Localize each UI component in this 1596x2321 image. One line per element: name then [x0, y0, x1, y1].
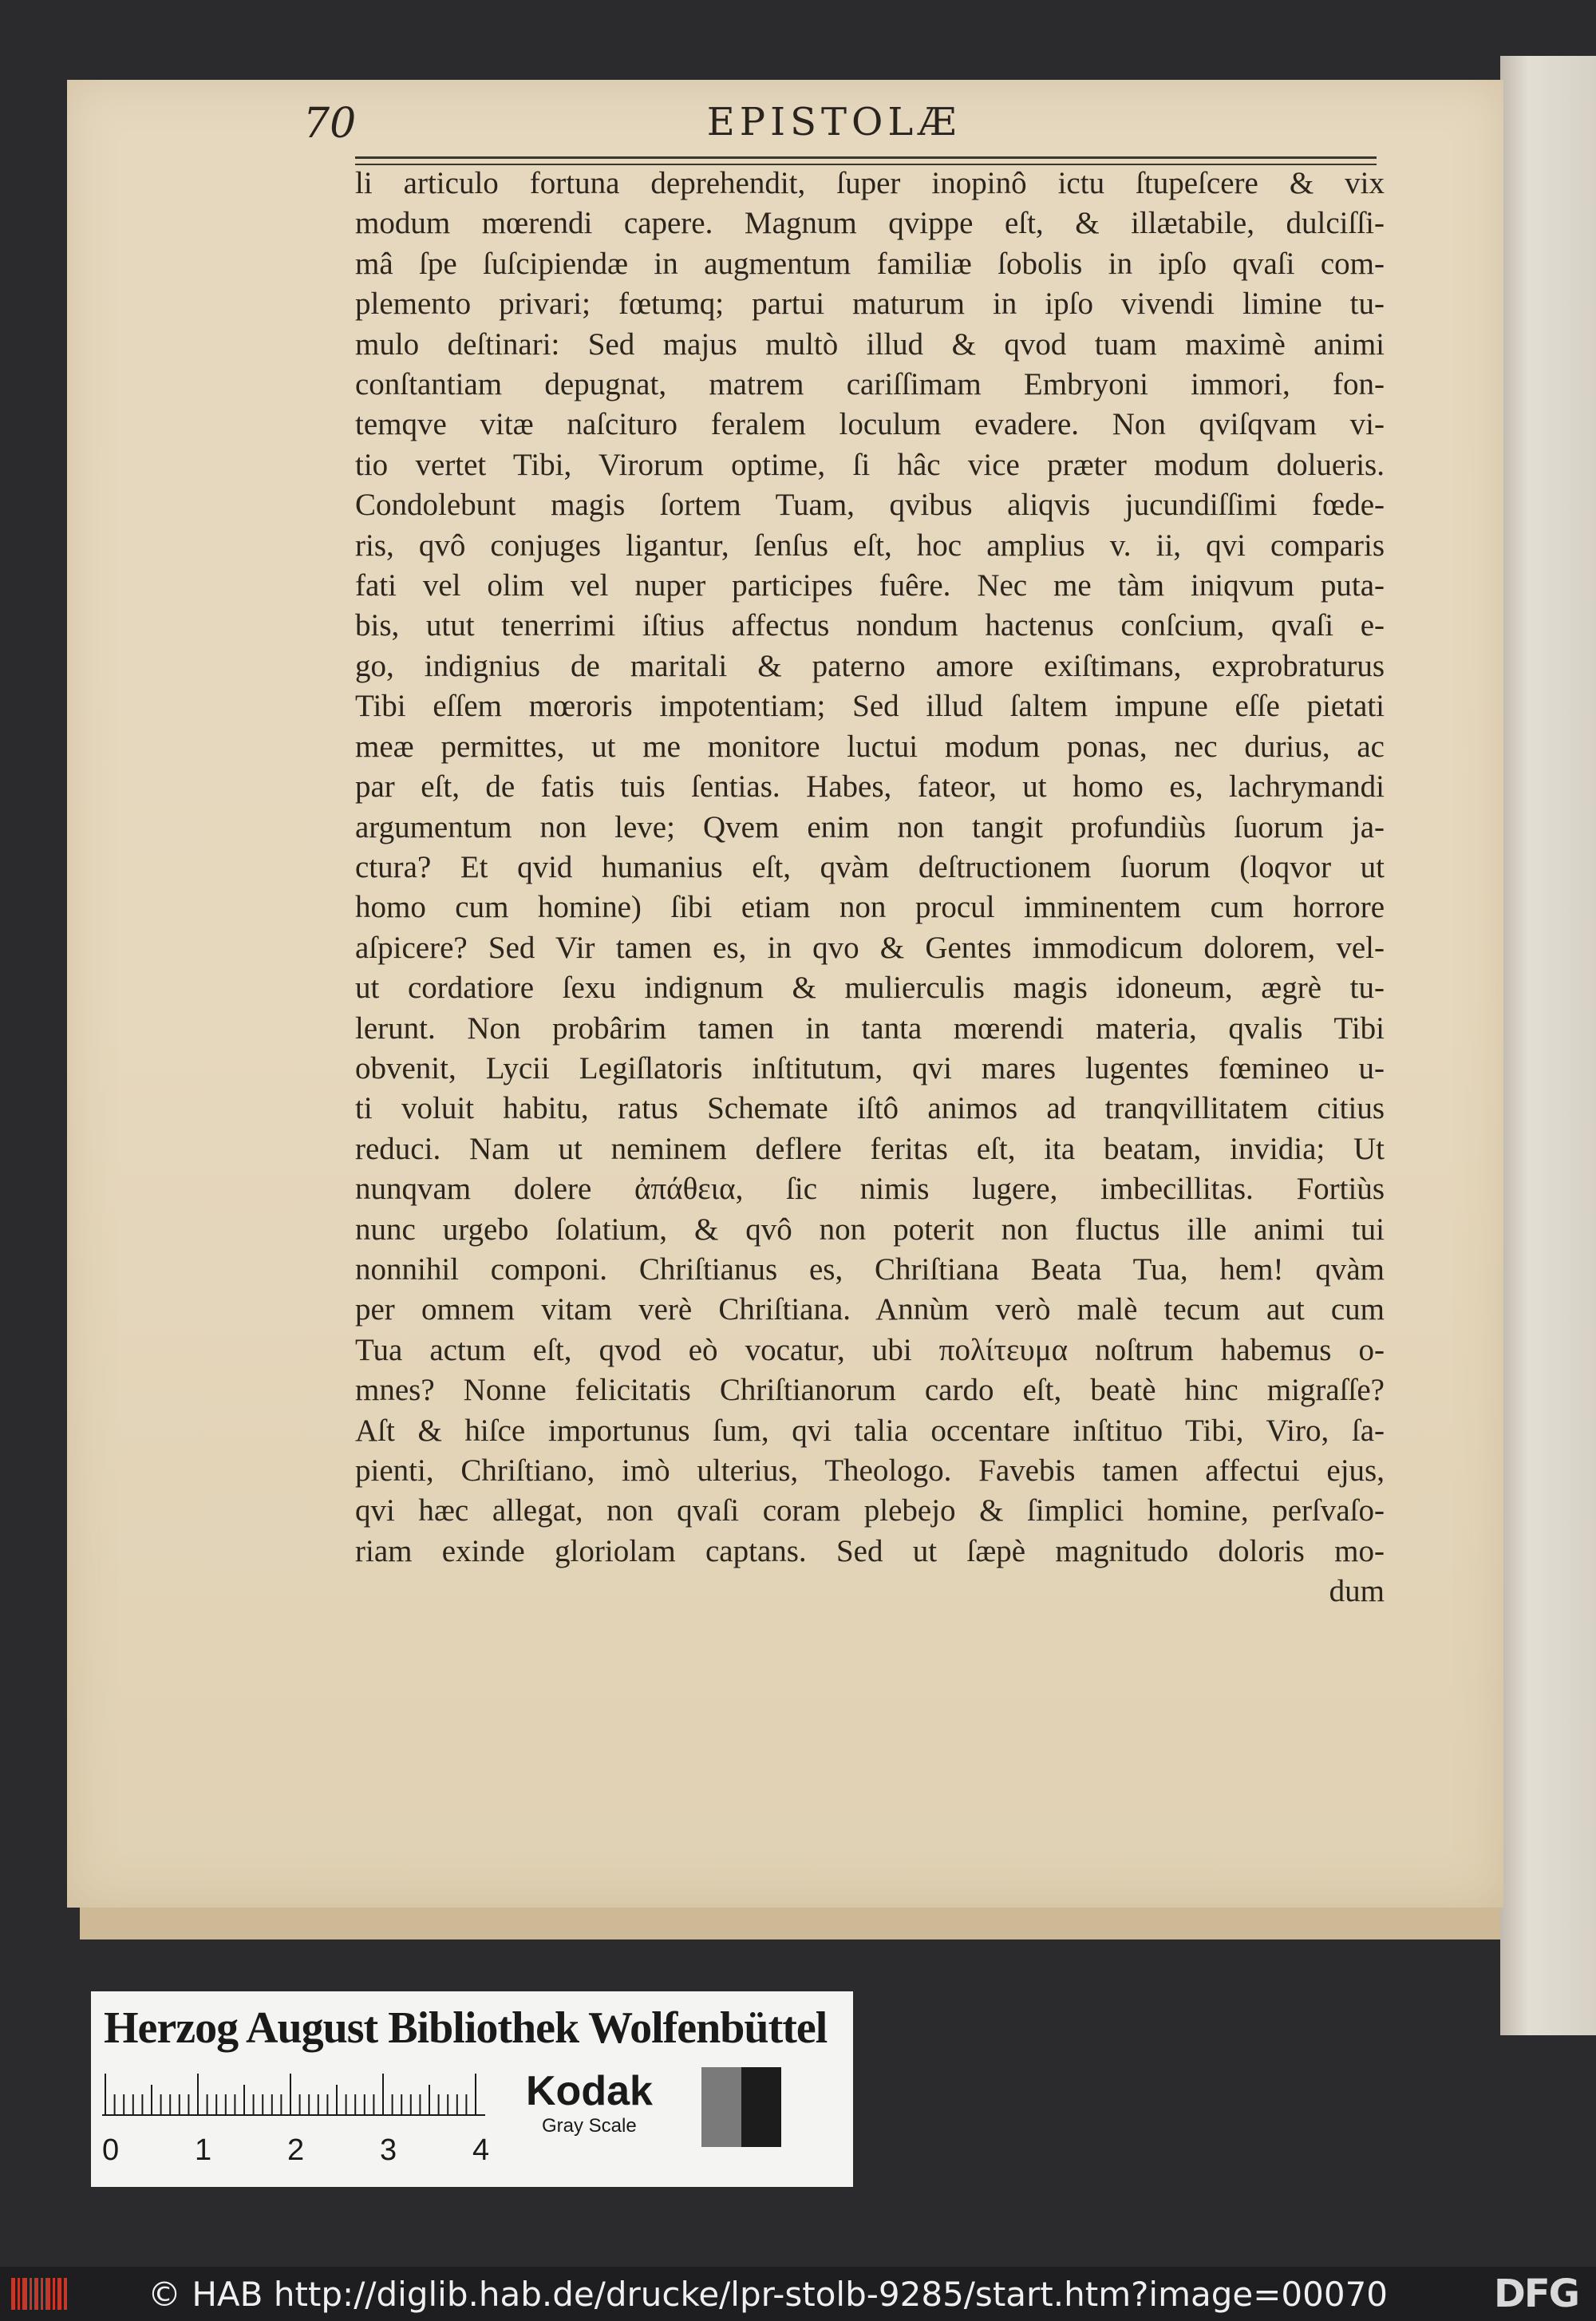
- ruler-number: 3: [380, 2133, 397, 2167]
- text-line: obvenit, Lycii Legiſlatoris inſtitutum, qvi mares lugentes fœmineo u-: [355, 1050, 1385, 1085]
- text-line: bis, utut tenerrimi iſtius affectus nondum hactenus conſcium, qvaſi e-: [355, 608, 1385, 643]
- text-line: nunc urgebo ſolatium, & qvô non poterit non fluctus ille animi tui: [355, 1212, 1385, 1247]
- text-line: reduci. Nam ut neminem deflere feritas eſt, ita beatam, invidia; Ut: [355, 1131, 1385, 1166]
- running-title: EPISTOLÆ: [706, 100, 962, 144]
- text-line: pienti, Chriſtiano, imò ulterius, Theologo. Favebis tamen affectui ejus,: [355, 1453, 1385, 1488]
- text-line: li articulo fortuna deprehendit, ſuper inopinô ictu ſtupeſcere & vix: [355, 166, 1385, 200]
- text-line: tio vertet Tibi, Virorum optime, ſi hâc vice præter modum dolueris.: [355, 447, 1385, 482]
- ruler-number: 1: [195, 2133, 212, 2167]
- body-text: [355, 164, 1385, 1612]
- ruler-number: 4: [472, 2133, 490, 2167]
- text-line: Condolebunt magis ſortem Tuam, qvibus aliqvis jucundiſſimi fœde-: [355, 488, 1385, 523]
- library-label-card: [91, 1991, 853, 2187]
- facing-page-edge: [1500, 56, 1596, 2035]
- text-line: plemento privari; fœtumq; partui maturum in ipſo vivendi limine tu-: [355, 287, 1385, 322]
- text-line: par eſt, de fatis tuis ſentias. Habes, fateor, ut homo es, lachrymandi: [355, 769, 1385, 805]
- text-line: lerunt. Non probârim tamen in tanta mœrendi materia, qvalis Tibi: [355, 1010, 1385, 1046]
- kodak-brand: Kodak: [526, 2068, 653, 2114]
- kodak-gray-scale-label: Gray Scale: [542, 2115, 637, 2137]
- mid-patch: [701, 2067, 741, 2147]
- page-underlayer: [80, 1908, 1500, 1939]
- text-line: Tibi eſſem mœroris impotentiam; Sed illud ſaltem impune eſſe pietati: [355, 689, 1385, 724]
- text-line: aſpicere? Sed Vir tamen es, in qvo & Gentes immodicum dolorem, vel-: [355, 930, 1385, 965]
- text-line: ris, qvô conjuges ligantur, ſenſus eſt, hoc amplius v. ii, qvi comparis: [355, 528, 1385, 563]
- text-line: ctura? Et qvid humanius eſt, qvàm deſtructionem ſuorum (loqvor ut: [355, 849, 1385, 884]
- text-line: mnes? Nonne felicitatis Chriſtianorum cardo eſt, beatè hinc migraſſe?: [355, 1373, 1385, 1408]
- text-line: per omnem vitam verè Chriſtiana. Annùm verò malè tecum aut cum: [355, 1292, 1385, 1327]
- text-line: mâ ſpe ſuſcipiendæ in augmentum familiæ ſobolis in ipſo qvaſi com-: [355, 246, 1385, 281]
- ruler-number: 2: [287, 2133, 305, 2167]
- text-line: mulo deſtinari: Sed majus multò illud & qvod tuam maximè animi: [355, 326, 1385, 362]
- footer-bar: [0, 2267, 1596, 2321]
- text-line: Aſt & hiſce importunus ſum, qvi talia occentare inſtituo Tibi, Viro, ſa-: [355, 1413, 1385, 1448]
- page-header: [303, 100, 1365, 148]
- text-line: go, indignius de maritali & paterno amore exiſtimans, exprobraturus: [355, 648, 1385, 683]
- text-line: argumentum non leve; Qvem enim non tangit profundiùs ſuorum ja-: [355, 809, 1385, 844]
- ruler-number: 0: [102, 2133, 120, 2167]
- scale-ruler-icon: [102, 2074, 501, 2117]
- text-line: temqve vitæ naſcituro feralem loculum evadere. Non qviſqvam vi-: [355, 407, 1385, 442]
- text-line: Tua actum eſt, qvod eò vocatur, ubi πολίτευμα noſtrum habemus o-: [355, 1332, 1385, 1367]
- text-line: meæ permittes, ut me monitore luctui modum ponas, nec durius, ac: [355, 729, 1385, 764]
- text-line: nunqvam dolere ἀπάθεια, ſic nimis lugere, imbecillitas. Fortiùs: [355, 1172, 1385, 1207]
- text-line: riam exinde gloriolam captans. Sed ut ſæpè magnitudo doloris mo-: [355, 1533, 1385, 1568]
- page-number: 70: [303, 100, 357, 148]
- dark-patch: [741, 2067, 781, 2147]
- barcode-stripe-logo-icon: [10, 2275, 72, 2313]
- light-patch: [678, 2067, 701, 2147]
- text-line: modum mœrendi capere. Magnum qvippe eſt, & illætabile, dulciſſi-: [355, 206, 1385, 241]
- copyright-url[interactable]: © HAB http://diglib.hab.de/drucke/lpr-stolb-9285/start.htm?image=00070: [148, 2275, 1389, 2314]
- text-line: conſtantiam depugnat, matrem cariſſimam Embryoni immori, fon-: [355, 367, 1385, 402]
- text-line: ut cordatiore ſexu indignum & mulierculis magis idoneum, ægrè tu-: [355, 971, 1385, 1006]
- text-line: qvi hæc allegat, non qvaſi coram plebejo & ſimplici homine, perſvaſo-: [355, 1493, 1385, 1528]
- dfg-logo: DFG: [1493, 2272, 1578, 2316]
- text-line: ti voluit habitu, ratus Schemate iſtô animos ad tranqvillitatem citius: [355, 1091, 1385, 1126]
- text-line: fati vel olim vel nuper participes fuêre. Nec me tàm iniqvum puta-: [355, 568, 1385, 603]
- text-line: dum: [1329, 1574, 1385, 1609]
- text-line: nonnihil componi. Chriſtianus es, Chriſtiana Beata Tua, hem! qvàm: [355, 1251, 1385, 1287]
- library-label-title: Herzog August Bibliothek Wolfenbüttel: [104, 2003, 828, 2053]
- gray-scale-patches: [678, 2067, 781, 2147]
- text-line: homo cum homine) ſibi etiam non procul imminentem cum horrore: [355, 890, 1385, 925]
